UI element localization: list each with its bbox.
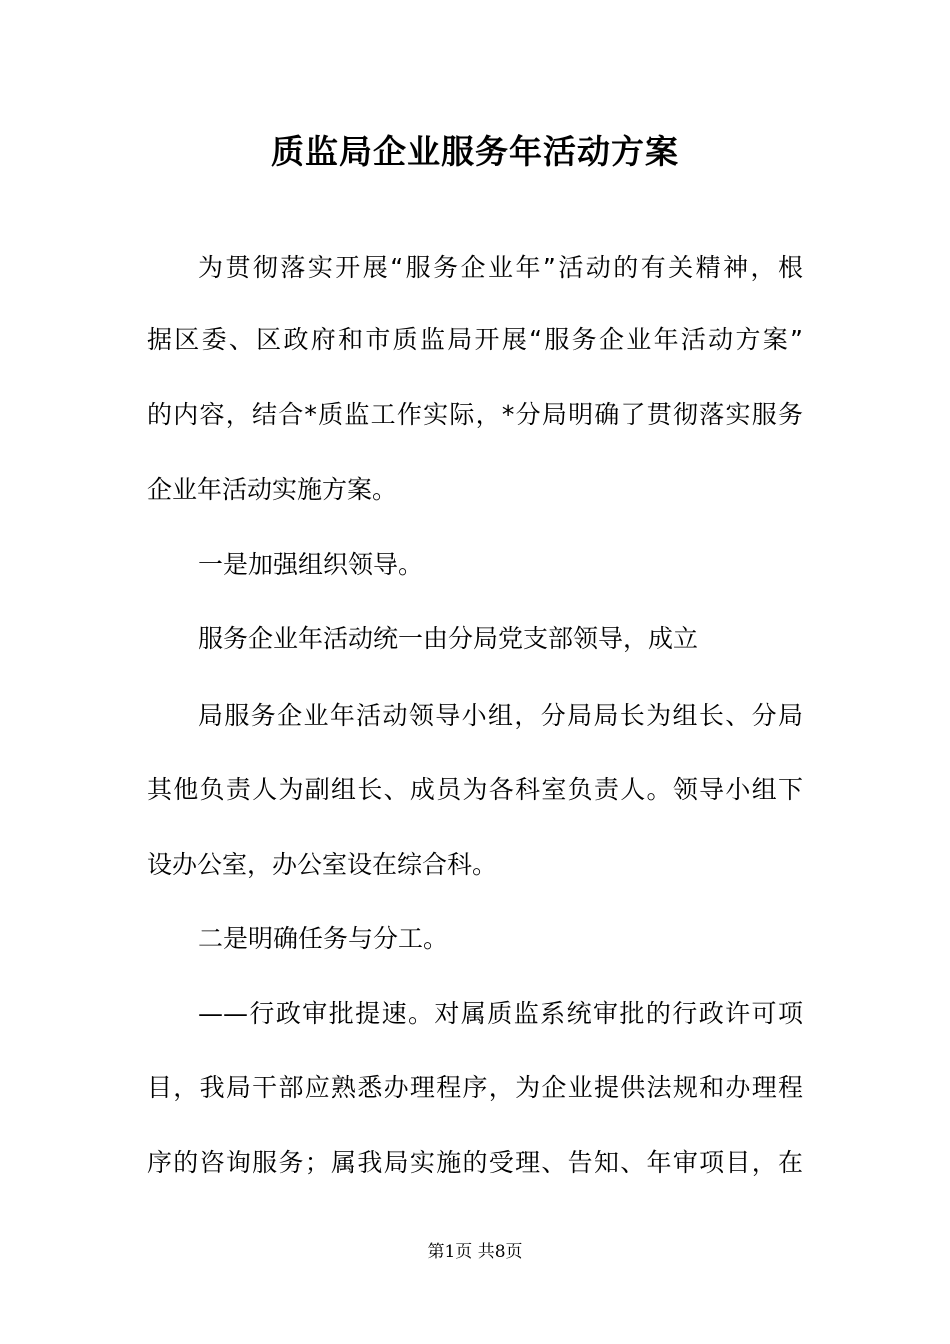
paragraph-line: 序的咨询服务；属我局实施的受理、告知、年审项目，在 <box>147 1148 803 1177</box>
page-footer: 第1页 共8页 <box>427 1242 523 1262</box>
document-title: 质监局企业服务年活动方案 <box>271 132 679 171</box>
paragraph-line: 其他负责人为副组长、成员为各科室负责人。领导小组下 <box>147 775 803 804</box>
section-heading: 二是明确任务与分工。 <box>198 924 449 953</box>
paragraph-line: 设办公室，办公室设在综合科。 <box>147 850 498 879</box>
section-heading: 一是加强组织领导。 <box>198 550 424 579</box>
paragraph-line: 目，我局干部应熟悉办理程序，为企业提供法规和办理程 <box>147 1073 803 1102</box>
paragraph-line: 的内容，结合*质监工作实际，*分局明确了贯彻落实服务 <box>147 400 803 429</box>
paragraph-line: 局服务企业年活动领导小组，分局局长为组长、分局 <box>198 701 803 730</box>
paragraph-line: 企业年活动实施方案。 <box>147 475 398 504</box>
paragraph-line: 为贯彻落实开展“服务企业年”活动的有关精神，根 <box>198 253 803 282</box>
paragraph-line: 服务企业年活动统一由分局党支部领导，成立 <box>198 624 699 653</box>
paragraph-line: ——行政审批提速。对属质监系统审批的行政许可项 <box>198 999 803 1028</box>
paragraph-line: 据区委、区政府和市质监局开展“服务企业年活动方案” <box>147 325 803 354</box>
